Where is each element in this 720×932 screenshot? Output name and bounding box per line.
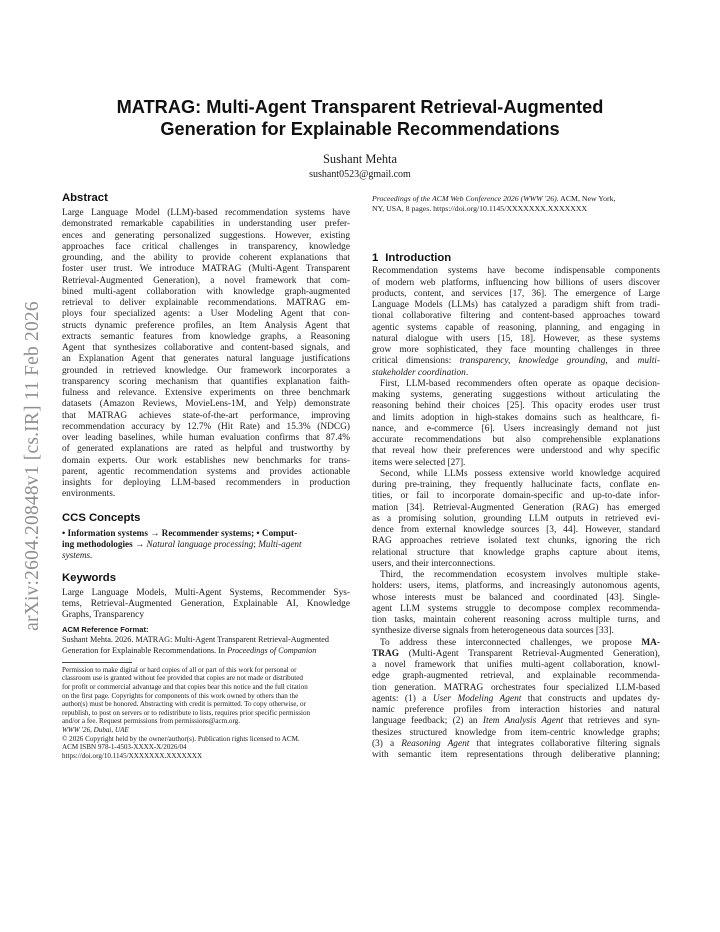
author-name: Sushant Mehta — [323, 152, 397, 166]
ccs-sep: ; — [253, 538, 259, 549]
abstract-line: of generated explanations are rated as helpful and trustworthy by — [62, 444, 350, 455]
agent-name: Reasoning Agent — [401, 738, 470, 749]
permission-line: classroom use is granted without fee provided that copies are not made or distributed — [62, 674, 303, 683]
intro-line: users, and their interconnections. — [372, 558, 496, 569]
intro-line: and limits adoption in high-stakes domains such as healthcare, fi- — [372, 412, 660, 423]
abstract-line: datasets (Amazon Reviews, MovieLens-1M, and Yelp) demonstrate — [62, 399, 350, 410]
intro-line: tion tasks, maintain coherent reasoning across multiple turns, and — [372, 615, 660, 626]
ccs-term: Multi-agent — [258, 538, 302, 549]
intro-line: First, LLM-based recommenders often operate as opaque decision- — [380, 378, 660, 389]
intro-line — [372, 694, 660, 705]
intro-line: during pre-training, they frequently hallucinate facts, conflate en- — [372, 480, 660, 491]
footnote-divider — [62, 662, 132, 663]
section-title: Introduction — [385, 252, 452, 265]
abstract-line: domain experts. Our work establishes new benchmarks for trans- — [62, 455, 350, 466]
framework-expansion: (Multi-Agent Transparent Retrieval-Augmented Generation), — [399, 648, 660, 659]
abstract-line: bined multi-agent collaboration with knowledge graph-augmented — [62, 286, 350, 297]
intro-line — [372, 649, 660, 660]
intro-line — [372, 356, 660, 367]
abstract-line: foster user trust. We introduce MATRAG (Multi-Agent Transparent — [62, 264, 350, 275]
abstract-line: extracts semantic features from knowledge graphs, a Reasoning — [62, 331, 350, 342]
introduction-body — [372, 266, 660, 761]
intro-line: thesizes structured knowledge from item-centric knowledge graphs; — [372, 727, 660, 738]
acm-reference-line: Sushant Mehta. 2026. MATRAG: Multi-Agent Transparent Retrieval-Augmented — [62, 635, 329, 645]
abstract-line: that MATRAG achieves state-of-the-art performance, improving — [62, 410, 350, 421]
intro-line: holders: users, items, platforms, and increasingly autonomous agents, — [372, 581, 660, 592]
intro-line: of modern web platforms, influencing how billions of users discover — [372, 277, 660, 288]
acm-reference-text: Generation for Explainable Recommendations. In — [62, 645, 228, 655]
acm-reference-heading: ACM Reference Format: — [62, 625, 149, 635]
acm-reference-venue: Proceedings of Companion — [227, 645, 317, 655]
intro-line: accurate recommendations but also comprehensible explanations — [372, 435, 660, 446]
intro-line: products, content, and services [17, 36]. The emergence of Large — [372, 288, 660, 299]
intro-line — [372, 638, 660, 649]
abstract-line: insights for deploying LLM-based recommenders in production — [62, 478, 350, 488]
abstract-line: ences and generating personalized suggestions. However, existing — [62, 230, 350, 241]
intro-line: tional collaborative filtering and content-based approaches toward — [372, 311, 660, 322]
doi-link[interactable]: https://doi.org/10.1145/XXXXXXX.XXXXXXX — [62, 751, 203, 760]
intro-line — [372, 368, 660, 379]
intro-line: making systems, generating suggestions without articulating the — [372, 390, 660, 401]
intro-emphasis: multi- — [637, 356, 660, 367]
intro-line: Second, while LLMs possess extensive world knowledge acquired — [380, 468, 660, 479]
intro-text: language feedback; (2) an — [372, 716, 483, 727]
intro-text: that retrieves and syn- — [563, 716, 660, 727]
abstract-line: grounding, and the ability to provide coherent explanations that — [62, 253, 350, 263]
abstract-line: Retrieval-Augmented Generation), a novel framework that com- — [62, 275, 350, 286]
intro-text: critical dimensions: — [372, 356, 460, 367]
abstract-line: approaches face critical challenges in transparency, knowledge — [62, 241, 350, 252]
intro-line: whose interests must be balanced and coordinated [43]. Single- — [372, 592, 660, 603]
intro-line: RAG approaches retrieve isolated text chunks, ignoring the rich — [372, 536, 660, 547]
intro-line: nance, and e-commerce [6]. Users increasingly demand not just — [372, 423, 660, 434]
abstract-line: an Explanation Agent that generates natural language justifications — [62, 354, 350, 365]
abstract-line: grounded in retrieved knowledge. Our framework incorporates a — [62, 365, 350, 376]
arxiv-identifier: arXiv:2604.20848v1 [cs.IR] 11 Feb 2026 — [22, 301, 43, 631]
intro-line: Language Models (LLMs) has catalyzed a paradigm shift from tradi- — [372, 300, 660, 311]
ccs-line: • Information systems → Recommender systems; • Comput- — [62, 527, 298, 538]
acm-reference — [62, 635, 350, 656]
keywords-line: tems, Retrieval-Augmented Generation, Explainable AI, Knowledge — [62, 598, 350, 609]
intro-line: agent LLM systems struggle to decompose complex recommenda- — [372, 603, 660, 614]
agent-name: User Modeling Agent — [432, 693, 522, 704]
abstract-line: demonstrated remarkable capabilities in understanding user prefer- — [62, 219, 350, 230]
keywords-line: Graphs, Transparency — [62, 610, 145, 620]
intro-line: tion generation. MATRAG orchestrates four specialized LLM-based — [372, 682, 660, 693]
keywords-heading: Keywords — [62, 571, 116, 584]
left-column — [62, 191, 350, 760]
permission-line: Permission to make digital or hard copies of all or part of this work for personal or — [62, 665, 297, 674]
right-column — [372, 191, 660, 761]
permission-line: author(s) must be honored. Abstracting with credit is permitted. To copy otherwise, or — [62, 700, 306, 709]
proceedings-note — [372, 194, 660, 214]
framework-name: MA- — [641, 637, 660, 648]
copyright-line: © 2026 Copyright held by the owner/author(s). Publication rights licensed to ACM. — [62, 734, 300, 743]
abstract-line: Large Language Model (LLM)-based recommendation systems have — [62, 208, 350, 218]
intro-line: reasoning behind their choices [25]. This opacity erodes user trust — [372, 401, 660, 412]
intro-text: . — [465, 367, 469, 378]
intro-text: and — [607, 356, 638, 367]
proceedings-title: Proceedings of the ACM Web Conference 2026 (WWW '26) — [372, 194, 557, 203]
proceedings-doi: NY, USA, 8 pages. https://doi.org/10.1145/XXXXXXX.XXXXXXX — [372, 204, 588, 214]
intro-line: Third, the recommendation ecosystem involves multiple stake- — [380, 570, 660, 581]
intro-line: tities, or fail to incorporate domain-specific and up-to-date infor- — [372, 491, 660, 502]
intro-emphasis: stakeholder coordination — [372, 367, 466, 378]
abstract-line: environments. — [62, 489, 116, 500]
title-line-2: Generation for Explainable Recommendations — [160, 119, 560, 139]
abstract-body — [62, 208, 350, 501]
abstract-line: recommendation accuracy by 12.7% (Hit Rate) and 15.3% (NDCG) — [62, 421, 350, 432]
arxiv-stamp — [18, 266, 48, 666]
ccs-term: Natural language processing — [146, 538, 254, 549]
permission-line: and/or a fee. Request permissions from permissions@acm.org. — [62, 717, 240, 726]
conference-venue: WWW '26, Dubai, UAE — [62, 726, 129, 734]
abstract-line: fulness and relevance. Extensive experiments on three benchmark — [62, 388, 350, 398]
abstract-line: retrieval to deliver explainable recommendations. MATRAG em- — [62, 298, 350, 308]
keywords-line: Large Language Models, Multi-Agent Systems, Recommender Sys- — [62, 587, 350, 598]
intro-line: items were selected [27]. — [372, 457, 466, 468]
intro-line: namic preference profiles from interaction histories and natural — [372, 705, 660, 716]
keywords-body — [62, 588, 350, 622]
intro-line: as a promising solution, grounding LLM outputs in retrieved evi- — [372, 513, 660, 524]
abstract-heading: Abstract — [62, 192, 108, 204]
abstract-line: over leading baselines, while human evaluation confirms that 87.4% — [62, 433, 350, 443]
agent-name: Item Analysis Agent — [482, 716, 564, 727]
intro-line: a novel framework that unifies multi-agent collaboration, knowl- — [372, 660, 660, 671]
intro-line: agentic systems capable of reasoning, planning, and engaging in — [372, 322, 660, 333]
intro-line: with semantic item representations through deliberative planning; — [372, 750, 660, 761]
intro-line: edge graph-augmented retrieval, and explainable recommenda- — [372, 671, 660, 682]
intro-text: (3) a — [372, 738, 402, 749]
intro-line — [372, 739, 660, 750]
intro-text: agents: (1) a — [372, 693, 433, 704]
author-email: sushant0523@gmail.com — [309, 169, 411, 180]
ccs-heading: CCS Concepts — [62, 511, 141, 524]
intro-text: that integrates collaborative filtering signals — [469, 738, 660, 749]
intro-line: natural dialogue with users [15, 18]. However, as these systems — [372, 333, 660, 344]
abstract-line: structs dynamic preference profiles, an Item Analysis Agent that — [62, 320, 350, 331]
title-line-1: MATRAG: Multi-Agent Transparent Retrieval-Augmented — [116, 97, 604, 117]
abstract-line: Agent that synthesizes collaborative and content-based signals, and — [62, 343, 350, 353]
intro-line: relational structure that knowledge graphs capture about items, — [372, 547, 660, 558]
abstract-line: ploys four specialized agents: a User Modeling Agent that con- — [62, 309, 350, 320]
intro-line: dence from external knowledge sources [3, 44]. However, standard — [372, 525, 660, 536]
permission-line: on the first page. Copyrights for components of this work owned by others than the — [62, 691, 299, 700]
intro-line: Recommendation systems have become indispensable components — [372, 266, 660, 277]
paper-title — [60, 96, 660, 140]
intro-line: grow more sophisticated, they face mounting challenges in three — [372, 345, 660, 356]
permission-line: for profit or commercial advantage and that copies bear this notice and the full citation — [62, 683, 308, 692]
permission-line: republish, to post on servers or to redistribute to lists, requires prior specific permission — [62, 708, 311, 717]
ccs-line: systems. — [62, 549, 93, 560]
intro-emphasis: transparency, knowledge grounding, — [459, 356, 608, 367]
intro-text: To address these interconnected challenges, we propose — [380, 637, 642, 648]
introduction-heading — [372, 251, 660, 265]
intro-text: that constructs and updates dy- — [521, 693, 660, 704]
permission-notice — [62, 666, 350, 761]
isbn-line: ACM ISBN 978-1-4503-XXXX-X/2026/04 — [62, 743, 187, 752]
ccs-term: ing methodologies — [62, 538, 133, 549]
framework-name: TRAG — [372, 648, 399, 659]
intro-line — [372, 716, 660, 727]
intro-line: synthesize diverse signals from heterogeneous data sources [33]. — [372, 626, 614, 637]
proceedings-publisher: . ACM, New York, — [556, 194, 616, 203]
ccs-line — [62, 539, 350, 550]
abstract-line: parent, agentic recommendation systems and provides actionable — [62, 466, 350, 477]
intro-line: mation [34]. Retrieval-Augmented Generation (RAG) has emerged — [372, 502, 660, 513]
proceedings-line — [372, 194, 660, 204]
acm-reference-line — [62, 646, 350, 656]
ccs-arrow: → — [132, 538, 147, 549]
abstract-line: transparency scoring mechanism that quantifies explanation faith- — [62, 376, 350, 387]
section-number: 1 — [372, 252, 379, 265]
ccs-concepts — [62, 528, 350, 561]
intro-line: that reveal how their preferences were understood and why specific — [372, 446, 660, 457]
